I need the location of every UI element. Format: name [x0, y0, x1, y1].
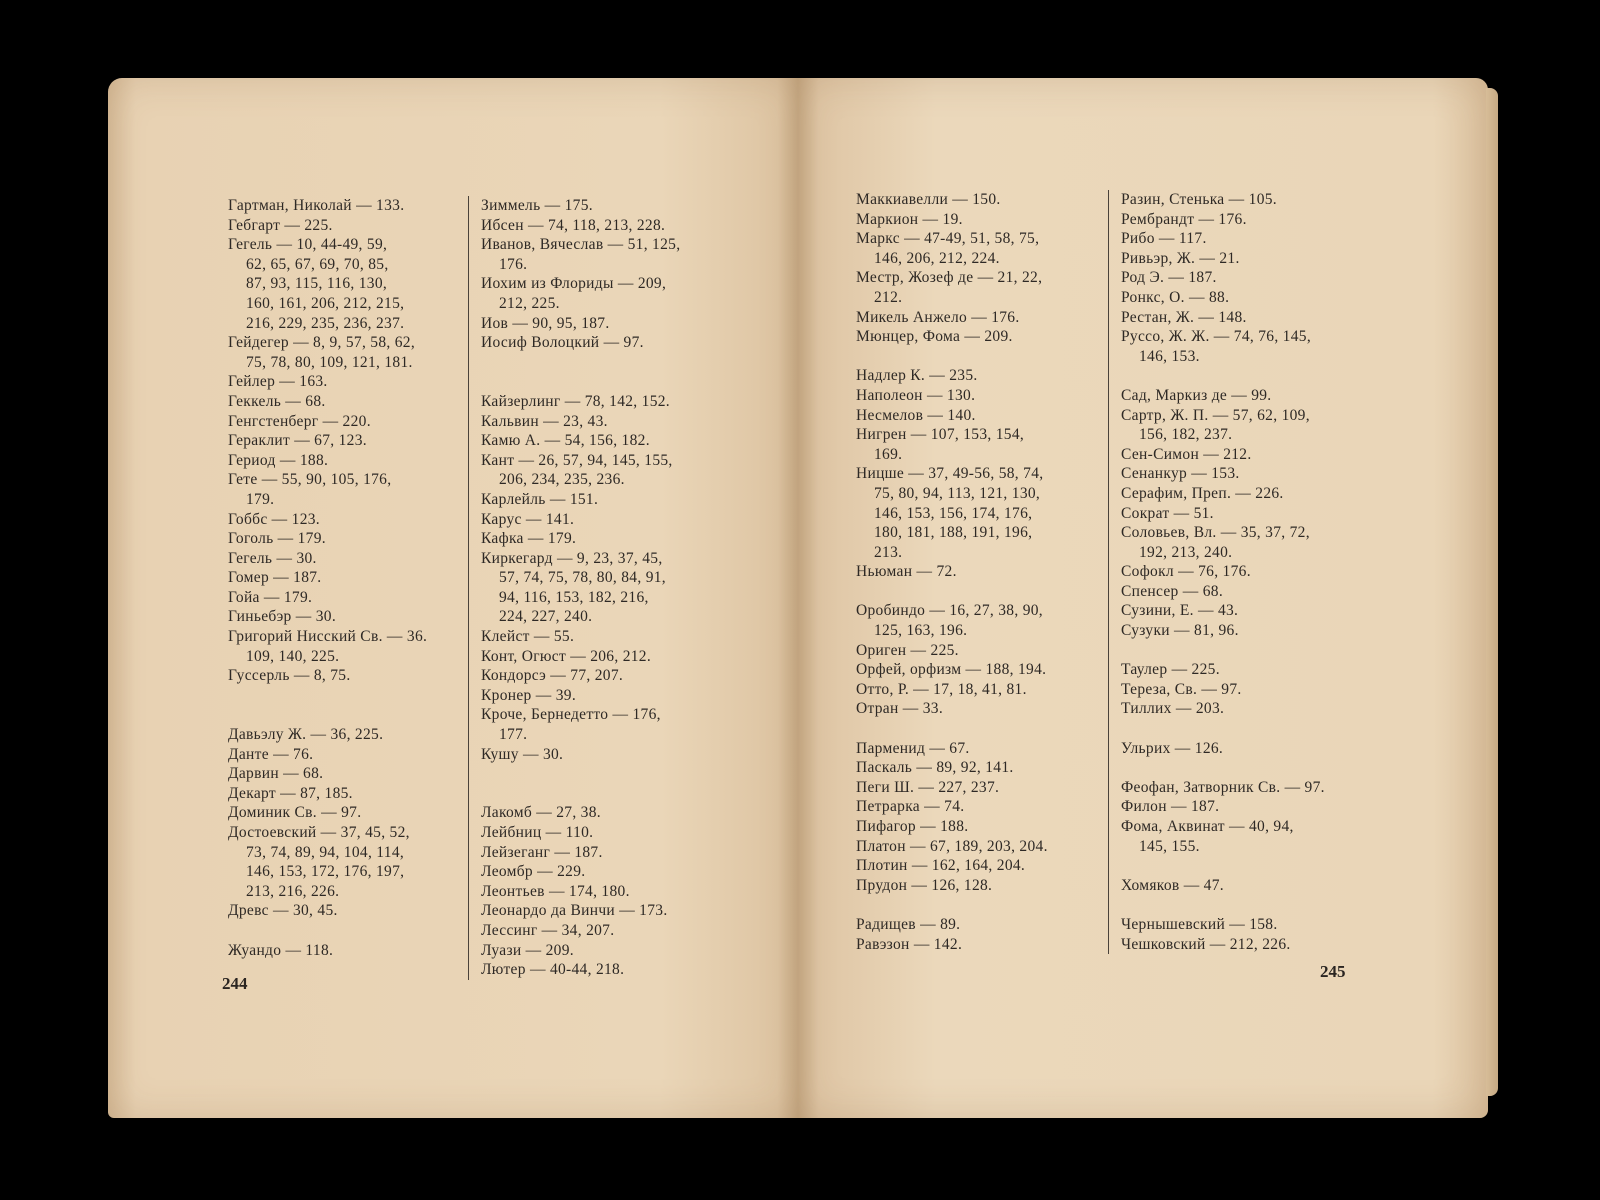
index-gap — [1121, 366, 1371, 386]
index-entry: 125, 163, 196. — [874, 622, 968, 640]
index-entry: Ибсен — 74, 118, 213, 228. — [481, 216, 666, 234]
index-entry: 94, 116, 153, 182, 216, — [499, 588, 649, 606]
index-entry: Разин, Стенька — 105. — [1121, 191, 1277, 208]
index-entry: Чернышевский — 158. — [1121, 915, 1278, 933]
index-entry: Фома, Аквинат — 40, 94, — [1121, 818, 1294, 835]
index-gap — [481, 372, 731, 392]
index-entry: Данте — 76. — [228, 745, 314, 763]
index-gap — [228, 686, 468, 706]
index-entry: Серафим, Преп. — 226. — [1121, 484, 1284, 502]
index-entry: Прудон — 126, 128. — [856, 876, 993, 894]
index-entry: Камю А. — 54, 156, 182. — [481, 432, 650, 450]
index-gap — [856, 895, 1106, 915]
index-entry: Гартман, Николай — 133. — [228, 197, 405, 214]
index-entry: Давьэлу Ж. — 36, 225. — [228, 726, 384, 744]
index-entry: 213, 216, 226. — [246, 882, 340, 900]
index-entry: Местр, Жозеф де — 21, 22, — [856, 269, 1043, 287]
index-entry: Маркион — 19. — [856, 210, 963, 228]
index-entry: 146, 153, 172, 176, 197, — [246, 863, 405, 881]
index-entry: Таулер — 225. — [1121, 661, 1220, 679]
index-entry: Иов — 90, 95, 187. — [481, 314, 610, 332]
index-gap — [481, 353, 731, 373]
index-entry: Тиллих — 203. — [1121, 700, 1225, 718]
index-entry: Леомбр — 229. — [481, 863, 586, 881]
index-entry: Гоббс — 123. — [228, 510, 320, 528]
index-entry: Тереза, Св. — 97. — [1121, 680, 1242, 698]
index-entry: 146, 153. — [1139, 347, 1200, 365]
index-entry: Ньюман — 72. — [856, 563, 957, 581]
index-entry: Нигрен — 107, 153, 154, — [856, 426, 1025, 444]
index-entry: 192, 213, 240. — [1139, 543, 1233, 561]
index-entry: Софокл — 76, 176. — [1121, 563, 1251, 581]
index-entry: 206, 234, 235, 236. — [499, 471, 625, 489]
left-index-column-2 — [468, 196, 731, 980]
index-entry: Кальвин — 23, 43. — [481, 412, 608, 430]
index-entry: Зиммель — 175. — [481, 197, 593, 214]
index-entry: Кафка — 179. — [481, 530, 577, 548]
index-entry: Кондорсэ — 77, 207. — [481, 667, 624, 685]
index-entry: Кант — 26, 57, 94, 145, 155, — [481, 451, 673, 469]
index-entry: 109, 140, 225. — [246, 647, 340, 665]
index-entry: Пифагор — 188. — [856, 818, 969, 835]
index-entry: 212, 225. — [499, 294, 560, 312]
index-entry: Пеги Ш. — 227, 237. — [856, 778, 1000, 796]
index-entry: 57, 74, 75, 78, 80, 84, 91, — [499, 569, 666, 587]
index-entry: 146, 153, 156, 174, 176, — [874, 504, 1033, 522]
index-entry: 180, 181, 188, 191, 196, — [874, 524, 1033, 542]
index-entry: Чешковский — 212, 226. — [1121, 935, 1291, 953]
index-entry: Плотин — 162, 164, 204. — [856, 857, 1026, 875]
page-number-left: 244 — [222, 974, 248, 993]
index-entry: Сенанкур — 153. — [1121, 465, 1240, 483]
index-entry: Генгстенберг — 220. — [228, 412, 371, 430]
index-gap — [856, 719, 1106, 739]
index-entry: Дарвин — 68. — [228, 765, 324, 783]
index-entry: Гегель — 30. — [228, 549, 317, 567]
index-entry: Кронер — 39. — [481, 686, 576, 704]
index-entry: Сен-Симон — 212. — [1121, 445, 1252, 463]
index-entry: Гоголь — 179. — [228, 530, 326, 548]
index-entry: Феофан, Затворник Св. — 97. — [1121, 778, 1325, 796]
index-entry: Доминик Св. — 97. — [228, 804, 362, 822]
index-entry: Леонардо да Винчи — 173. — [481, 902, 668, 920]
index-entry: Парменид — 67. — [856, 739, 970, 757]
index-entry: Геккель — 68. — [228, 392, 326, 410]
index-gap — [856, 582, 1106, 602]
index-entry: Микель Анжело — 176. — [856, 308, 1020, 326]
index-entry: Равэзон — 142. — [856, 935, 963, 953]
index-entry: 212. — [874, 288, 903, 306]
index-entry: Гераклит — 67, 123. — [228, 432, 367, 450]
index-entry: Орфей, орфизм — 188, 194. — [856, 661, 1047, 679]
index-entry: 73, 74, 89, 94, 104, 114, — [246, 843, 405, 861]
index-entry: 146, 206, 212, 224. — [874, 249, 1000, 267]
index-entry: 216, 229, 235, 236, 237. — [246, 314, 405, 332]
index-entry: Сузуки — 81, 96. — [1121, 622, 1239, 640]
index-entry: Луази — 209. — [481, 941, 574, 959]
index-entry: Ривьэр, Ж. — 21. — [1121, 249, 1240, 267]
index-entry: 169. — [874, 445, 903, 463]
open-book — [108, 78, 1488, 1118]
index-entry: Отто, Р. — 17, 18, 41, 81. — [856, 680, 1027, 698]
index-entry: Гебгарт — 225. — [228, 216, 333, 234]
index-entry: Рестан, Ж. — 148. — [1121, 308, 1247, 326]
index-entry: 176. — [499, 255, 528, 273]
index-entry: Ницше — 37, 49-56, 58, 74, — [856, 465, 1044, 483]
index-entry: 145, 155. — [1139, 837, 1200, 855]
index-entry: Петрарка — 74. — [856, 798, 965, 816]
index-entry: 224, 227, 240. — [499, 608, 593, 626]
index-gap — [1121, 895, 1371, 915]
left-page — [108, 78, 798, 1118]
index-entry: Гомер — 187. — [228, 569, 322, 587]
index-entry: Лейбниц — 110. — [481, 824, 594, 841]
index-entry: Лессинг — 34, 207. — [481, 921, 615, 939]
index-entry: Оробиндо — 16, 27, 38, 90, — [856, 602, 1043, 620]
index-entry: Рембрандт — 176. — [1121, 210, 1247, 228]
index-entry: Сузини, Е. — 43. — [1121, 602, 1239, 620]
index-entry: Леонтьев — 174, 180. — [481, 882, 630, 900]
index-entry: Григорий Нисский Св. — 36. — [228, 628, 428, 646]
index-entry: Киркегард — 9, 23, 37, 45, — [481, 549, 663, 567]
index-entry: Маркс — 47-49, 51, 58, 75, — [856, 230, 1040, 248]
index-entry: Паскаль — 89, 92, 141. — [856, 759, 1014, 777]
index-entry: Радищев — 89. — [856, 915, 961, 933]
index-entry: Соловьев, Вл. — 35, 37, 72, — [1121, 524, 1310, 542]
index-entry: Достоевский — 37, 45, 52, — [228, 824, 410, 841]
index-entry: Спенсер — 68. — [1121, 582, 1224, 600]
index-entry: Ронкс, О. — 88. — [1121, 288, 1230, 306]
index-entry: Гете — 55, 90, 105, 176, — [228, 471, 392, 489]
index-entry: Руссо, Ж. Ж. — 74, 76, 145, — [1121, 328, 1312, 346]
index-entry: Карлейль — 151. — [481, 490, 599, 508]
index-gap — [481, 784, 731, 804]
index-entry: Несмелов — 140. — [856, 406, 976, 424]
index-entry: Гейдегер — 8, 9, 57, 58, 62, — [228, 334, 416, 352]
index-gap — [228, 921, 468, 941]
index-entry: Клейст — 55. — [481, 628, 575, 646]
index-entry: 87, 93, 115, 116, 130, — [246, 275, 388, 293]
index-entry: Отран — 33. — [856, 700, 944, 718]
index-entry: Сад, Маркиз де — 99. — [1121, 386, 1272, 404]
index-gap — [228, 705, 468, 725]
index-entry: 179. — [246, 490, 275, 508]
index-gap — [1121, 719, 1371, 739]
index-entry: 213. — [874, 543, 903, 561]
index-entry: Гуссерль — 8, 75. — [228, 667, 351, 685]
index-gap — [1121, 758, 1371, 778]
index-entry: 156, 182, 237. — [1139, 426, 1233, 444]
page-edge — [1486, 88, 1498, 1096]
left-index-column-1 — [228, 196, 468, 960]
index-entry: Иванов, Вячеслав — 51, 125, — [481, 236, 681, 254]
right-page — [798, 78, 1488, 1118]
index-entry: Ульрих — 126. — [1121, 739, 1224, 757]
index-entry: Иохим из Флориды — 209, — [481, 275, 667, 293]
index-entry: Надлер К. — 235. — [856, 367, 978, 385]
index-gap — [856, 347, 1106, 367]
index-entry: Сократ — 51. — [1121, 504, 1214, 522]
index-entry: Древс — 30, 45. — [228, 902, 338, 920]
page-number-right: 245 — [1320, 962, 1346, 981]
index-entry: Платон — 67, 189, 203, 204. — [856, 837, 1048, 855]
index-entry: Ориген — 225. — [856, 641, 959, 659]
index-entry: Декарт — 87, 185. — [228, 784, 353, 802]
index-entry: Кайзерлинг — 78, 142, 152. — [481, 392, 670, 410]
index-gap — [1121, 856, 1371, 876]
index-entry: Гойа — 179. — [228, 588, 313, 606]
index-entry: 75, 80, 94, 113, 121, 130, — [874, 484, 1041, 502]
index-entry: Карус — 141. — [481, 510, 575, 528]
index-entry: Конт, Огюст — 206, 212. — [481, 647, 652, 665]
index-entry: Маккиавелли — 150. — [856, 191, 1001, 208]
index-entry: Кушу — 30. — [481, 745, 564, 763]
index-entry: Иосиф Волоцкий — 97. — [481, 334, 644, 352]
right-index-column-1 — [856, 190, 1106, 954]
index-entry: 160, 161, 206, 212, 215, — [246, 294, 405, 312]
index-entry: Лакомб — 27, 38. — [481, 804, 601, 822]
index-entry: Род Э. — 187. — [1121, 269, 1217, 287]
index-entry: Наполеон — 130. — [856, 386, 976, 404]
index-entry: Сартр, Ж. П. — 57, 62, 109, — [1121, 406, 1310, 424]
index-entry: Лейзеганг — 187. — [481, 843, 603, 861]
index-entry: 75, 78, 80, 109, 121, 181. — [246, 353, 413, 371]
index-entry: Мюнцер, Фома — 209. — [856, 328, 1013, 346]
index-entry: Гиньебэр — 30. — [228, 608, 337, 626]
index-entry: Кроче, Бернедетто — 176, — [481, 706, 661, 724]
right-index-column-2 — [1108, 190, 1371, 954]
index-entry: Филон — 187. — [1121, 798, 1220, 816]
index-gap — [1121, 641, 1371, 661]
index-gap — [481, 764, 731, 784]
index-entry: Лютер — 40-44, 218. — [481, 961, 625, 979]
index-entry: Рибо — 117. — [1121, 230, 1207, 248]
index-entry: Гейлер — 163. — [228, 373, 328, 391]
index-entry: Гериод — 188. — [228, 451, 329, 469]
index-entry: Хомяков — 47. — [1121, 876, 1224, 894]
index-entry: 177. — [499, 726, 528, 744]
index-entry: Жуандо — 118. — [228, 941, 334, 959]
index-entry: Гегель — 10, 44-49, 59, — [228, 236, 388, 254]
index-entry: 62, 65, 67, 69, 70, 85, — [246, 255, 389, 273]
